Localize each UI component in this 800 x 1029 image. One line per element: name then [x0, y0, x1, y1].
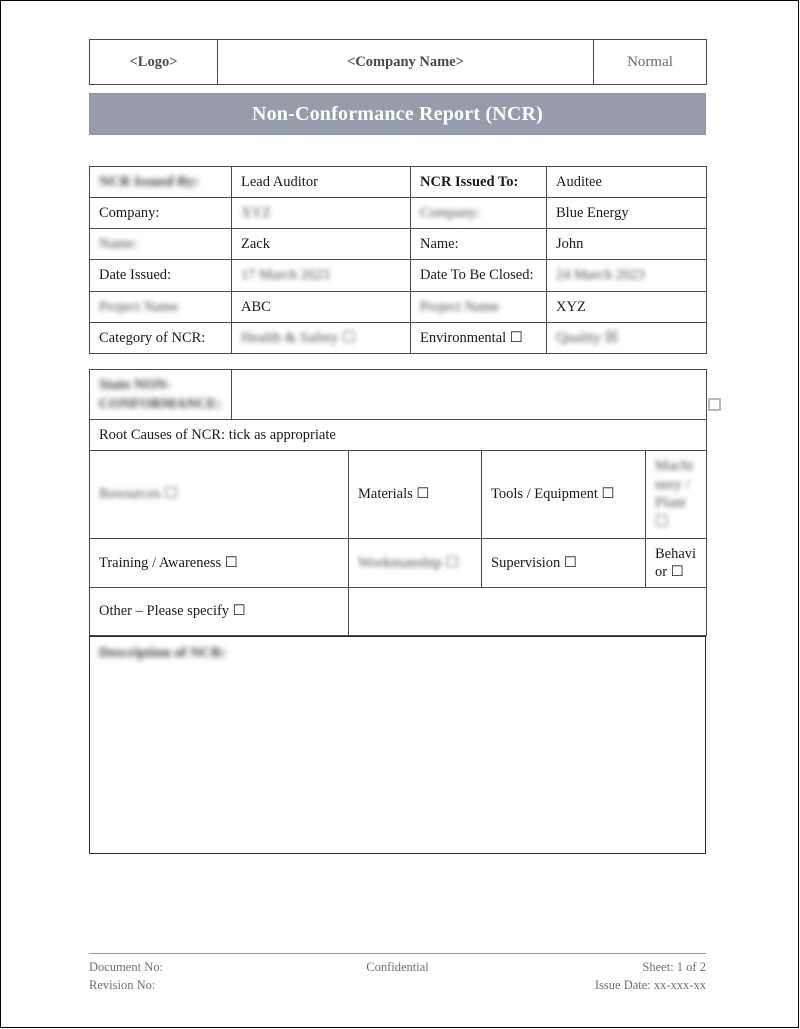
company-right-label-text: Company:	[420, 205, 481, 222]
company-name-cell: <Company Name>	[218, 40, 594, 85]
company-right-label	[411, 198, 547, 229]
footer-document-no: Document No:	[89, 960, 163, 974]
ncr-issued-to-value[interactable]: Auditee	[547, 167, 707, 198]
date-to-be-closed-value[interactable]	[547, 260, 707, 291]
date-to-be-closed-label: Date To Be Closed:	[411, 260, 547, 291]
project-name-right-label-text: Project Name	[420, 298, 500, 315]
name-right-value[interactable]: John	[547, 229, 707, 260]
date-issued-value-text: 17 March 2023	[241, 267, 330, 284]
ncr-issued-by-label-text: NCR Issued By:	[99, 174, 199, 190]
company-right-value[interactable]: Blue Energy	[547, 198, 707, 229]
footer-row-top	[89, 959, 706, 977]
table-row	[90, 450, 707, 538]
footer-sheet-number: Sheet: 1 of 2	[642, 960, 706, 974]
root-cause-machinery-plant-text: Machinery / Plant ☐	[655, 457, 694, 530]
name-right-label: Name:	[411, 229, 547, 260]
root-causes-table	[89, 369, 707, 636]
table-row	[90, 260, 707, 291]
company-left-value[interactable]	[232, 198, 411, 229]
root-cause-other-specify[interactable]: Other – Please specify ☐	[90, 588, 349, 636]
page-footer	[89, 953, 706, 995]
state-nonconformance-row	[90, 370, 707, 419]
footer-confidential: Confidential	[366, 960, 429, 974]
project-name-left-label-text: Project Name	[99, 298, 179, 315]
project-name-left-value[interactable]: ABC	[232, 291, 411, 322]
table-row	[90, 229, 707, 260]
root-cause-resources[interactable]	[90, 450, 349, 538]
description-of-ncr-heading: Description of NCR:	[99, 645, 227, 661]
root-causes-heading-row	[90, 419, 707, 450]
project-name-right-label	[411, 291, 547, 322]
table-row	[90, 291, 707, 322]
root-cause-workmanship[interactable]	[349, 538, 482, 587]
project-name-right-value[interactable]: XYZ	[547, 291, 707, 322]
table-row	[90, 167, 707, 198]
state-nonconformance-value[interactable]	[232, 370, 707, 419]
ncr-details-table	[89, 166, 707, 354]
name-left-value[interactable]: Zack	[232, 229, 411, 260]
footer-row-bottom	[89, 977, 706, 995]
table-row	[90, 322, 707, 354]
ncr-issued-by-label	[90, 167, 232, 198]
spacer	[89, 135, 706, 166]
root-cause-workmanship-text: Workmanship ☐	[358, 554, 459, 571]
category-of-ncr-label: Category of NCR:	[90, 322, 232, 354]
state-nonconformance-label-line2: CONFORMANCE:	[99, 395, 222, 412]
footer-issue-date: Issue Date: xx-xxx-xx	[594, 977, 706, 992]
root-cause-machinery-plant[interactable]	[646, 450, 707, 538]
root-cause-other-input[interactable]	[349, 588, 707, 636]
project-name-left-label	[90, 291, 232, 322]
category-quality-text: Quality ☒	[556, 329, 619, 346]
footer-revision-no: Revision No:	[89, 977, 156, 992]
name-left-label-text: Name:	[99, 236, 138, 253]
footer-spacer	[299, 977, 496, 995]
date-issued-value[interactable]	[232, 260, 411, 291]
ncr-issued-to-label: NCR Issued To:	[411, 167, 547, 198]
date-to-be-closed-value-text: 24 March 2023	[556, 267, 645, 284]
description-of-ncr-box[interactable]	[89, 636, 706, 854]
root-cause-training-awareness[interactable]: Training / Awareness ☐	[90, 538, 349, 587]
ncr-issued-by-value[interactable]: Lead Auditor	[232, 167, 411, 198]
state-nonconformance-label	[90, 370, 232, 419]
company-left-label: Company:	[90, 198, 232, 229]
name-left-label	[90, 229, 232, 260]
table-row	[90, 538, 707, 587]
page-title: Non-Conformance Report (NCR)	[89, 93, 706, 135]
root-cause-supervision[interactable]: Supervision ☐	[482, 538, 646, 587]
category-health-safety-text: Health & Safety ☐	[241, 329, 356, 346]
logo-cell: <Logo>	[90, 40, 218, 85]
header-row	[90, 40, 707, 85]
state-nonconformance-label-line1: State NON-	[99, 377, 172, 394]
root-cause-behavior[interactable]: Behavior ☐	[646, 538, 707, 587]
root-cause-materials[interactable]: Materials ☐	[349, 450, 482, 538]
category-health-safety-checkbox[interactable]	[232, 322, 411, 354]
category-quality-checkbox[interactable]	[547, 322, 707, 354]
document-body	[89, 39, 706, 854]
resize-handle[interactable]	[708, 398, 721, 411]
company-left-value-text: XYZ	[241, 205, 271, 222]
root-cause-resources-text: Resources ☐	[99, 485, 178, 502]
header-table	[89, 39, 707, 85]
root-causes-heading: Root Causes of NCR: tick as appropriate	[90, 419, 707, 450]
date-issued-label: Date Issued:	[90, 260, 232, 291]
table-row	[90, 588, 707, 636]
root-cause-tools-equipment[interactable]: Tools / Equipment ☐	[482, 450, 646, 538]
category-environmental-checkbox[interactable]: Environmental ☐	[411, 322, 547, 354]
spacer	[89, 354, 706, 369]
status-cell: Normal	[594, 40, 707, 85]
table-row	[90, 198, 707, 229]
